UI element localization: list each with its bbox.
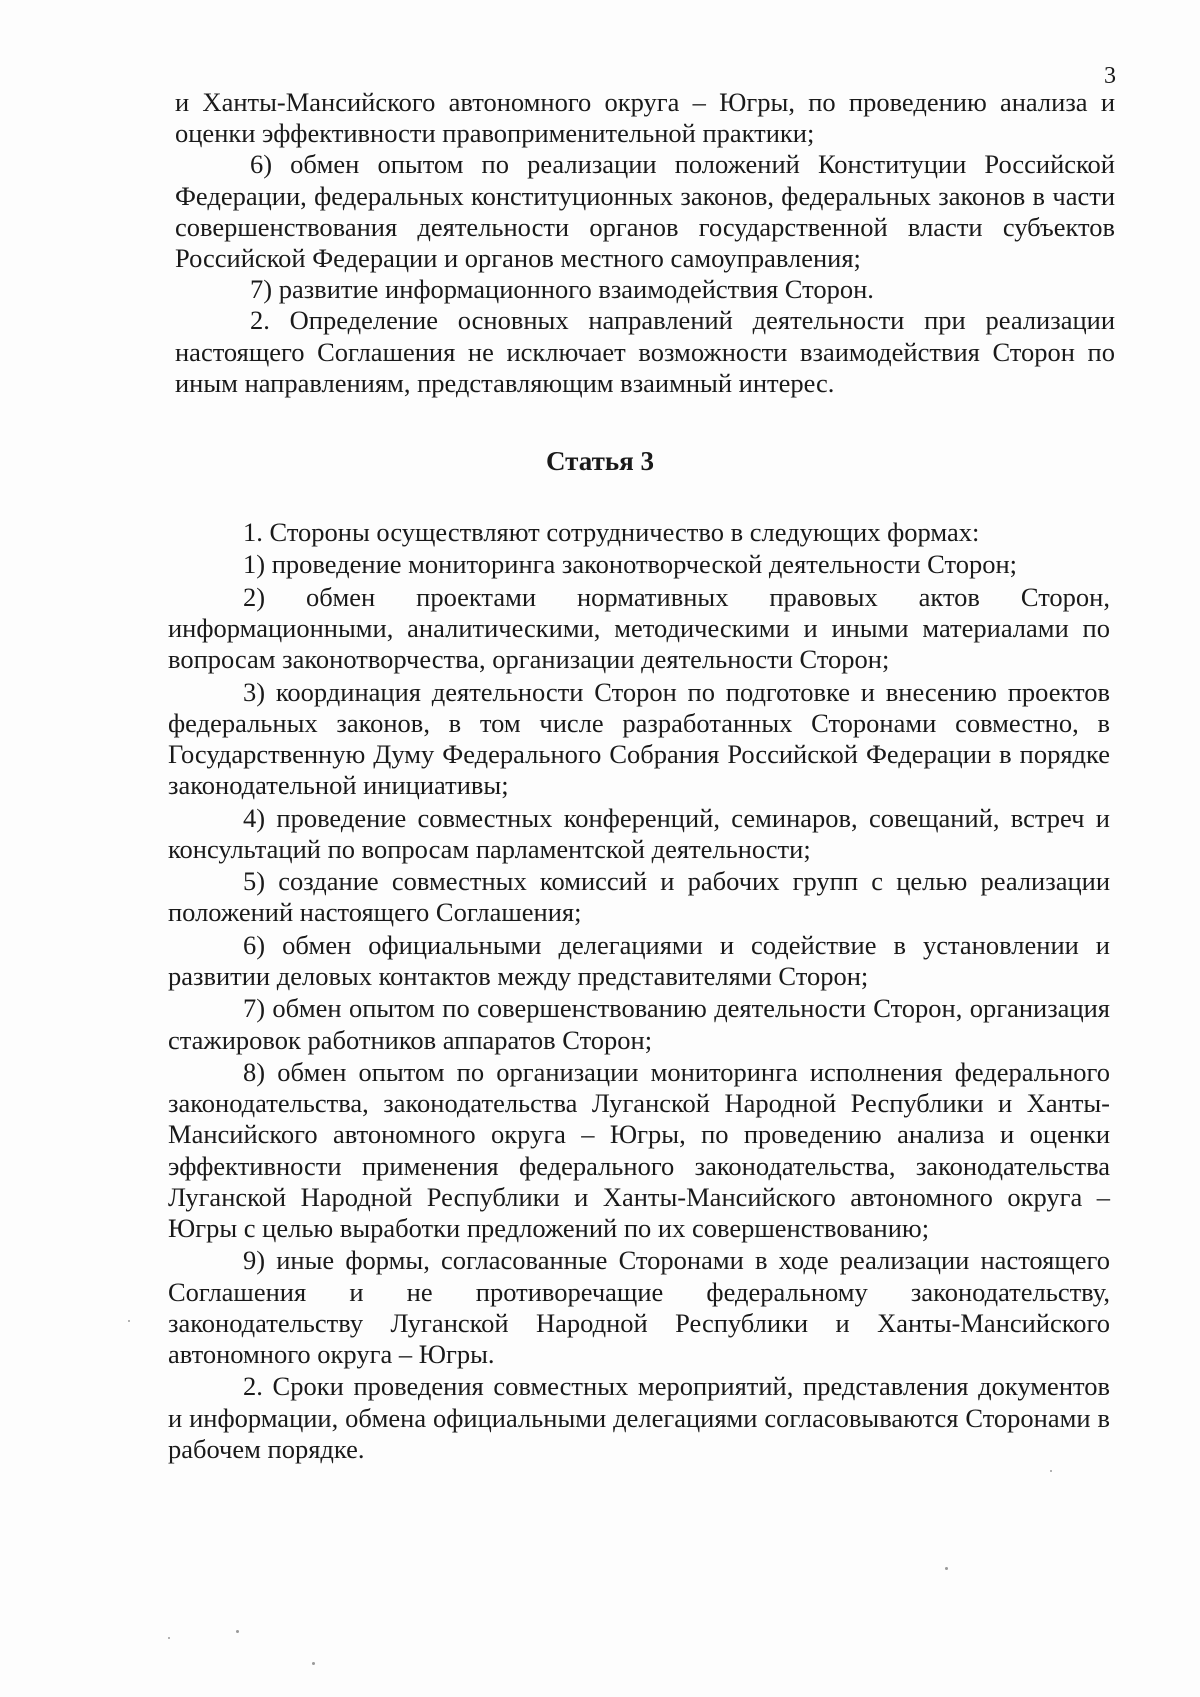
article-body <box>168 517 1110 1466</box>
article-paragraph: 1. Стороны осуществляют сотрудничество в следующих формах: <box>243 517 980 547</box>
article-paragraph: 5) создание совместных комиссий и рабочих групп с целью реализации положений настоящего Соглашения; <box>168 866 1110 928</box>
article-paragraph: 9) иные формы, согласованные Сторонами в ходе реализации настоящего Соглашения и не противоречащие федеральному законодательству, законодательству Луганской Народной Республики и Ханты-Мансийского автономного округа – Югры. <box>168 1245 1110 1369</box>
article-paragraph: 3) координация деятельности Сторон по подготовке и внесению проектов федеральных законов, в том числе разработанных Сторонами совместно, в Государственную Думу Федерального Собрания Российской Федерации в порядке законодательной инициативы; <box>168 676 1110 801</box>
article-paragraph: 1) проведение мониторинга законотворческой деятельности Сторон; <box>243 549 1017 580</box>
scan-speck <box>128 1320 130 1322</box>
scan-speck <box>312 1662 315 1665</box>
scan-speck <box>168 1637 170 1639</box>
paragraph-section-2: 2. Определение основных направлений деятельности при реализации настоящего Соглашения не исключает возможности взаимодействия Сторон по иным направлениям, представляющим взаимный интерес. <box>175 305 1115 398</box>
paragraph-continuation: и Ханты-Мансийского автономного округа – Югры, по проведению анализа и оценки эффективности правоприменительной практики; <box>175 87 1115 149</box>
article-paragraph: 8) обмен опытом по организации мониторинга исполнения федерального законодательства, законодательства Луганской Народной Республики и Ханты-Мансийского автономного округа – Югры, по проведению анализа и оценки эффективности применения федерального законодательства, законодательства Луганской Народной Республики и Ханты-Мансийского автономного округа – Югры с целью выработки предложений по их совершенствованию; <box>168 1056 1110 1243</box>
paragraph-item-7: 7) развитие информационного взаимодействия Сторон. <box>250 274 874 305</box>
paragraph-item-6: 6) обмен опытом по реализации положений Конституции Российской Федерации, федеральных конституционных законов, федеральных законов в части совершенствования деятельности органов государственной власти субъектов Российской Федерации и органов местного самоуправления; <box>175 149 1115 274</box>
article-paragraph: 4) проведение совместных конференций, семинаров, совещаний, встреч и консультаций по вопросам парламентской деятельности; <box>168 802 1110 864</box>
page-number: 3 <box>1104 63 1116 89</box>
article-paragraph: 7) обмен опытом по совершенствованию деятельности Сторон, организация стажировок работников аппаратов Сторон; <box>168 993 1110 1055</box>
scan-speck <box>945 1567 948 1570</box>
scan-speck <box>236 1630 239 1633</box>
article-paragraph: 6) обмен официальными делегациями и содействие в установлении и развитии деловых контактов между представителями Сторон; <box>168 929 1110 991</box>
article-paragraph: 2. Сроки проведения совместных мероприятий, представления документов и информации, обмена официальными делегациями согласовываются Сторонами в рабочем порядке. <box>168 1371 1110 1464</box>
article-paragraph: 2) обмен проектами нормативных правовых актов Сторон, информационными, аналитическими, методическими и иными материалами по вопросам законотворчества, организации деятельности Сторон; <box>168 581 1110 675</box>
article-heading: Статья 3 <box>546 446 654 476</box>
continued-text-block <box>175 87 1115 399</box>
scan-speck <box>1050 1470 1052 1472</box>
